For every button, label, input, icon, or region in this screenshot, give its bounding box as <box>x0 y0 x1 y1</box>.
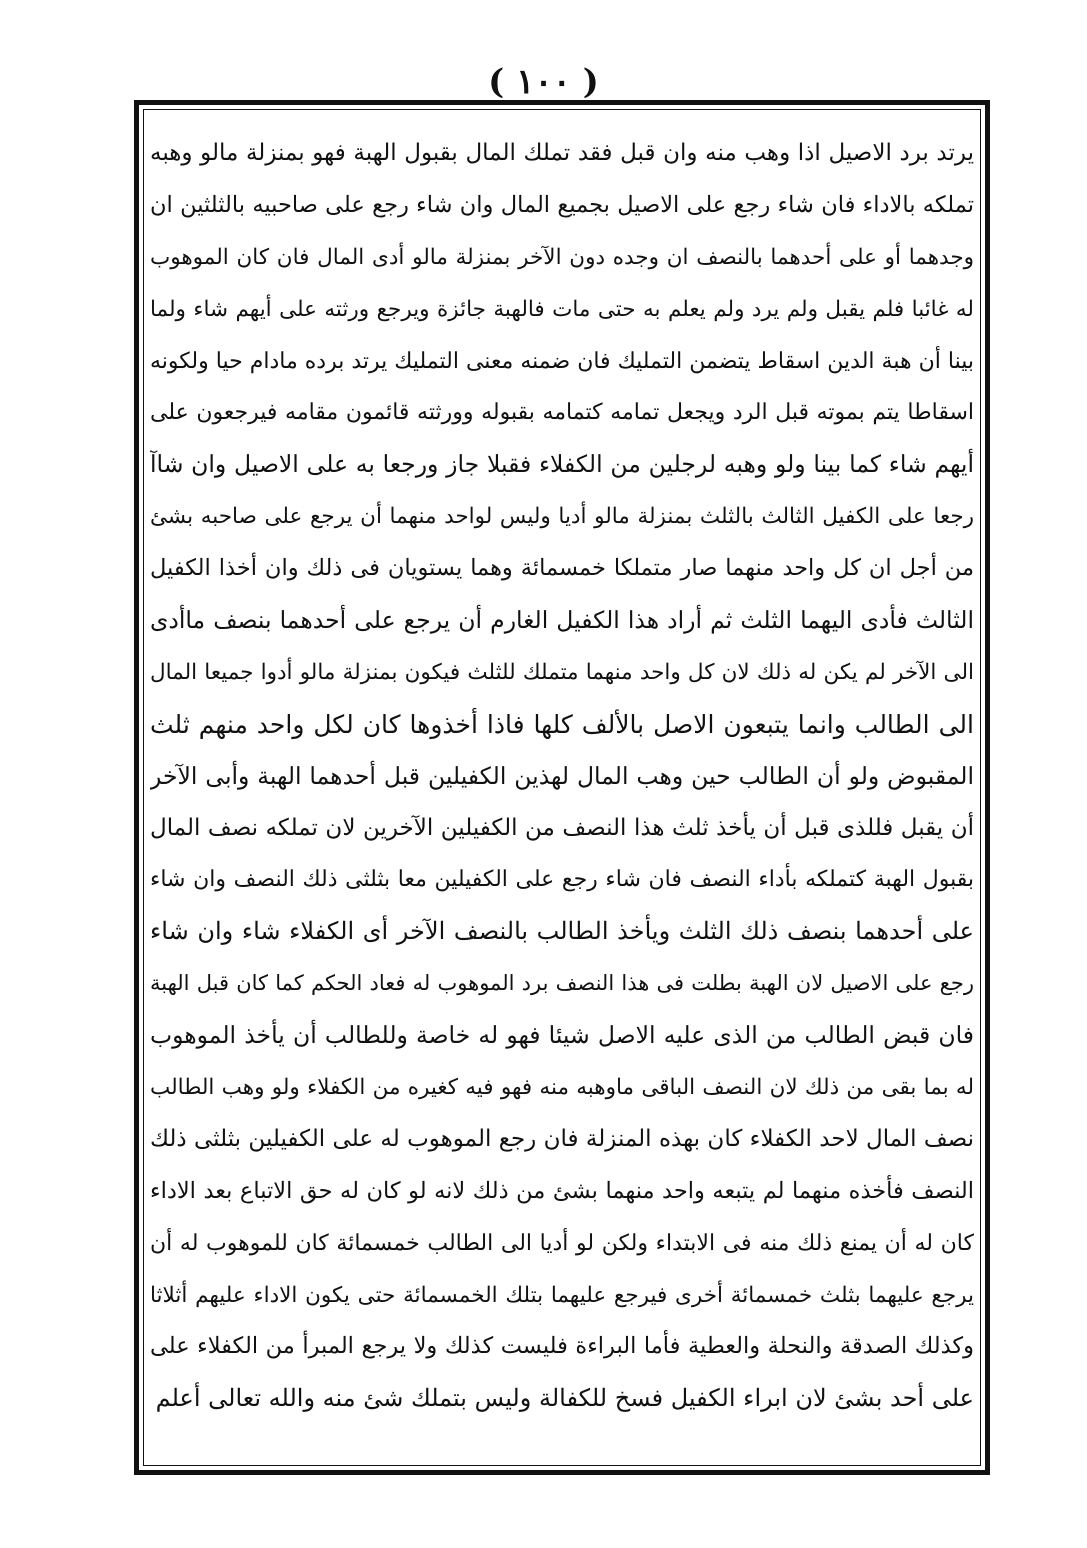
text-line: كان له أن يمنع ذلك منه فى الابتداء ولكن لو أديا الى الطالب خمسمائة كان للموهوب له أن <box>150 1230 974 1256</box>
text-line: تملكه بالاداء فان شاء رجع على الاصيل بجميع المال وان شاء رجع على صاحبيه بالثلثين ان <box>150 191 974 218</box>
text-line: نصف المال لاحد الكفلاء كان بهذه المنزلة فان رجع الموهوب له على الكفيلين بثلثى ذلك <box>150 1125 974 1152</box>
text-line: من أجل ان كل واحد منهما صار متملكا خمسمائة وهما يستويان فى ذلك وان أخذا الكفيل <box>150 555 974 582</box>
text-line: الثالث فأدى اليهما الثلث ثم أراد هذا الكفيل الغارم أن يرجع على أحدهما بنصف ماأدى <box>150 606 974 635</box>
text-line: النصف فأخذه منهما لم يتبعه واحد منهما بشئ من ذلك لانه لو كان له حق الاتباع بعد الاداء <box>150 1177 974 1204</box>
text-line: يرتد برد الاصيل اذا وهب منه وان قبل فقد تملك المال بقبول الهبة فهو بمنزلة مالو وهبه <box>150 140 974 166</box>
text-line: على أحد بشئ لان ابراء الكفيل فسخ للكفالة وليس بتملك شئ منه والله تعالى أعلم <box>155 1384 974 1413</box>
text-line: الى الطالب وانما يتبعون الاصل بالألف كلها فاذا أخذوها كان لكل واحد منهم ثلث <box>150 709 974 739</box>
page-number: ( ١٠٠ ) <box>488 62 599 102</box>
text-line: على أحدهما بنصف ذلك الثلث ويأخذ الطالب بالنصف الآخر أى الكفلاء شاء وان شاء <box>150 917 974 946</box>
text-line: وكذلك الصدقة والنحلة والعطية فأما البراءة فليست كذلك ولا يرجع المبرأ من الكفلاء على <box>150 1333 974 1360</box>
text-line: اسقاطا يتم بموته قبل الرد ويجعل تمامه كتمامه بقبوله وورثته قائمون مقامه فيرجعون على <box>150 400 974 426</box>
text-line: بقبول الهبة كتملكه بأداء النصف فان شاء رجع على الكفيلين معا بثلثى ذلك النصف وان شاء <box>150 867 974 893</box>
text-line: الى الآخر لم يكن له ذلك لان كل واحد منهما متملك للثلث فيكون بمنزلة مالو أدوا جميعا المال <box>150 659 974 685</box>
text-line: فان قبض الطالب من الذى عليه الاصل شيئا فهو له خاصة وللطالب أن يأخذ الموهوب <box>150 1021 974 1050</box>
text-line: المقبوض ولو أن الطالب حين وهب المال لهذين الكفيلين قبل أحدهما الهبة وأبى الآخر <box>150 761 974 790</box>
body-text <box>150 128 974 1425</box>
text-line: رجع على الاصيل لان الهبة بطلت فى هذا النصف برد الموهوب له فعاد الحكم كما كان قبل الهبة <box>150 971 974 996</box>
text-line: له غائبا فلم يقبل ولم يرد ولم يعلم به حتى مات فالهبة جائزة ويرجع ورثته على أيهم شاء ولما <box>150 296 974 322</box>
text-line: يرجع عليهما بثلث خمسمائة أخرى فيرجع عليهما بتلك الخمسمائة حتى يكون الاداء عليهم أثلاثا <box>150 1282 974 1308</box>
text-line: بينا أن هبة الدين اسقاط يتضمن التمليك فان ضمنه معنى التمليك يرتد برده مادام حيا ولكونه <box>150 348 974 374</box>
text-line: رجعا على الكفيل الثالث بالثلث بمنزلة مالو أديا وليس لواحد منهما أن يرجع على صاحبه بشئ <box>150 504 974 530</box>
text-line: أن يقبل فللذى قبل أن يأخذ ثلث هذا النصف من الكفيلين الآخرين لان تملكه نصف المال <box>150 814 974 841</box>
text-line: له بما بقى من ذلك لان النصف الباقى ماوهبه منه فهو فيه كغيره من الكفلاء ولو وهب الطالب <box>150 1075 974 1101</box>
text-line: وجدهما أو على أحدهما بالنصف ان وجده دون الآخر بمنزلة مالو أدى المال فان كان الموهوب <box>150 244 974 270</box>
text-line: أيهم شاء كما بينا ولو وهبه لرجلين من الكفلاء فقبلا جاز ورجعا به على الاصيل وان شاآ <box>150 450 974 479</box>
